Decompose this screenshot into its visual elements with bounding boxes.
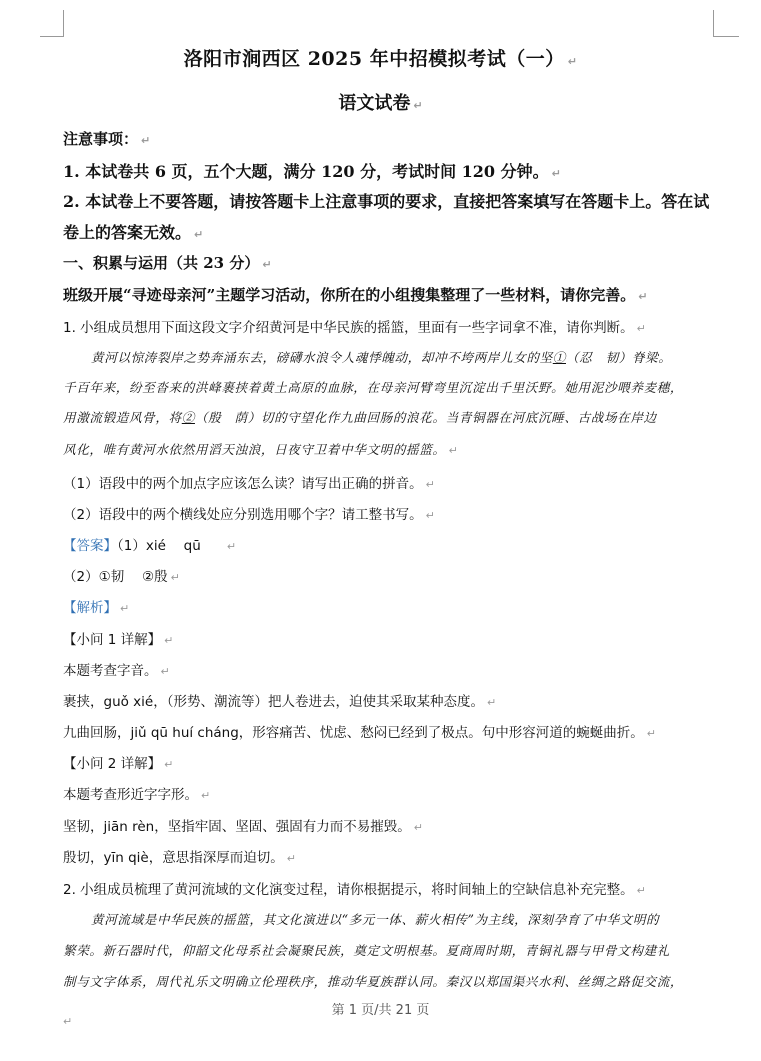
paragraph-mark: ↵ bbox=[425, 478, 435, 491]
crop-mark-top-right-horizontal bbox=[713, 36, 739, 37]
paragraph-mark: ↵ bbox=[63, 1015, 73, 1028]
q2-passage-line-2: 繁荣。新石器时代，仰韶文化母系社会凝聚民族，奠定文明根基。夏商周时期，青铜礼器与甲骨文构建礼 bbox=[63, 943, 670, 958]
blank-2: ② bbox=[181, 410, 195, 425]
question-1-stem: 1. 小组成员想用下面这段文字介绍黄河是中华民族的摇篮，里面有一些字词拿不准，请你判断。 ↵ bbox=[63, 320, 646, 336]
paragraph-mark: ↵ bbox=[286, 852, 296, 865]
answer-label: 【答案】 bbox=[63, 538, 117, 554]
passage-line-2: 千百年来，纷至沓来的洪峰裹挟着黄土高原的血脉，在母亲河臂弯里沉淀出千里沃野。她用泥沙喂养麦穗， bbox=[63, 380, 684, 395]
passage-line-3: 用激流锻造风骨，将②（殷 荫）切的守望化作九曲回肠的浪花。当青铜器在河底沉睡、古战场在岸边 bbox=[63, 410, 657, 425]
q2-passage-line-3: 制与文字体系，周代礼乐文明确立伦理秩序，推动华夏族群认同。秦汉以郑国渠兴水利、丝绸之路促交流， bbox=[63, 974, 684, 989]
paragraph-mark: ↵ bbox=[170, 571, 180, 584]
sub-question-1-detail-label: 【小问 1 详解】 ↵ bbox=[63, 632, 174, 648]
passage-line-4: 风化，唯有黄河水依然用滔天浊浪，日夜守卫着中华文明的摇篮。 ↵ bbox=[63, 442, 459, 457]
paragraph-mark: ↵ bbox=[646, 727, 657, 740]
blank-1: ① bbox=[552, 350, 566, 365]
paragraph-mark: ↵ bbox=[194, 228, 204, 241]
paragraph-mark: ↵ bbox=[486, 696, 497, 709]
notice-item-2-line-2: 卷上的答案无效。 ↵ bbox=[63, 223, 204, 242]
document-subtitle bbox=[63, 89, 698, 115]
sub-question-2-detail-label: 【小问 2 详解】 ↵ bbox=[63, 756, 174, 772]
notice-item-1: 1. 本试卷共 6 页，五个大题，满分 120 分，考试时间 120 分钟。 ↵ bbox=[63, 162, 561, 181]
detail-2-text-1: 本题考查形近字字形。 ↵ bbox=[63, 787, 211, 803]
sub-question-1: （1）语段中的两个加点字应该怎么读？请写出正确的拼音。 ↵ bbox=[63, 476, 435, 492]
section-intro: 班级开展“寻迹母亲河”主题学习活动，你所在的小组搜集整理了一些材料，请你完善。 ↵ bbox=[63, 286, 648, 304]
paragraph-mark: ↵ bbox=[413, 99, 423, 112]
answer-line-2: （2）①韧 ②殷 ↵ bbox=[63, 569, 180, 585]
page-footer bbox=[0, 999, 761, 1018]
paragraph-mark: ↵ bbox=[413, 821, 423, 834]
paragraph-mark: ↵ bbox=[164, 634, 174, 647]
detail-1-text-1: 本题考查字音。 ↵ bbox=[63, 663, 170, 679]
paragraph-mark: ↵ bbox=[141, 134, 151, 147]
question-2-stem: 2. 小组成员梳理了黄河流域的文化演变过程，请你根据提示，将时间轴上的空缺信息补充完整。 ↵ bbox=[63, 882, 646, 898]
paragraph-mark: ↵ bbox=[160, 665, 170, 678]
subtitle-text: 语文试卷 bbox=[338, 93, 411, 114]
sub-question-2: （2）语段中的两个横线处应分别选用哪个字？请工整书写。 ↵ bbox=[63, 507, 435, 523]
title-text: 洛阳市涧西区 2025 年中招模拟考试（一） bbox=[183, 48, 565, 70]
crop-mark-top-right-vertical bbox=[713, 10, 714, 36]
answer-line-1: 【答案】（1）xié qū ↵ bbox=[63, 538, 237, 554]
notice-heading: 注意事项： ↵ bbox=[63, 130, 151, 148]
paragraph-mark: ↵ bbox=[201, 789, 211, 802]
crop-mark-top-left-vertical bbox=[63, 10, 64, 36]
detail-2-text-3: 殷切，yīn qiè，意思指深厚而迫切。 ↵ bbox=[63, 850, 296, 866]
crop-mark-top-left-horizontal bbox=[40, 36, 64, 37]
paragraph-mark: ↵ bbox=[448, 444, 459, 457]
q2-passage-line-1: 黄河流域是中华民族的摇篮，其文化演进以“多元一体、薪火相传”为主线，深刻孕育了中华文明的 bbox=[91, 912, 660, 927]
paragraph-mark: ↵ bbox=[636, 884, 646, 897]
notice-item-2-line-1: 2. 本试卷上不要答题，请按答题卡上注意事项的要求，直接把答案填写在答题卡上。答在试 bbox=[63, 192, 710, 211]
paragraph-mark: ↵ bbox=[226, 540, 237, 553]
section-heading: 一、积累与运用（共 23 分） ↵ bbox=[63, 254, 272, 272]
page-number: 第 1 页/共 21 页 bbox=[331, 1003, 430, 1018]
detail-1-text-2: 裹挟，guǒ xié，（形势、潮流等）把人卷进去，迫使其采取某种态度。 ↵ bbox=[63, 694, 497, 710]
paragraph-mark: ↵ bbox=[262, 258, 272, 271]
analysis-label: 【解析】 ↵ bbox=[63, 600, 130, 616]
detail-1-text-3: 九曲回肠，jiǔ qū huí cháng，形容痛苦、忧虑、愁闷已经到了极点。句中形容河道的蜿蜒曲折。 ↵ bbox=[63, 725, 657, 741]
paragraph-mark: ↵ bbox=[638, 290, 648, 303]
paragraph-mark: ↵ bbox=[120, 602, 130, 615]
passage-line-1: 黄河以惊涛裂岸之势奔涌东去，磅礴水浪令人魂悸魄动，却冲不垮两岸儿女的坚①（忍 韧）脊梁。 bbox=[91, 350, 672, 365]
paragraph-mark: ↵ bbox=[636, 322, 646, 335]
paragraph-mark: ↵ bbox=[425, 509, 435, 522]
paragraph-mark: ↵ bbox=[567, 55, 578, 68]
detail-2-text-2: 坚韧，jiān rèn，坚指牢固、坚固、强固有力而不易摧毁。 ↵ bbox=[63, 819, 423, 835]
paragraph-mark: ↵ bbox=[164, 758, 174, 771]
document-title bbox=[63, 44, 698, 71]
paragraph-mark: ↵ bbox=[551, 167, 561, 180]
